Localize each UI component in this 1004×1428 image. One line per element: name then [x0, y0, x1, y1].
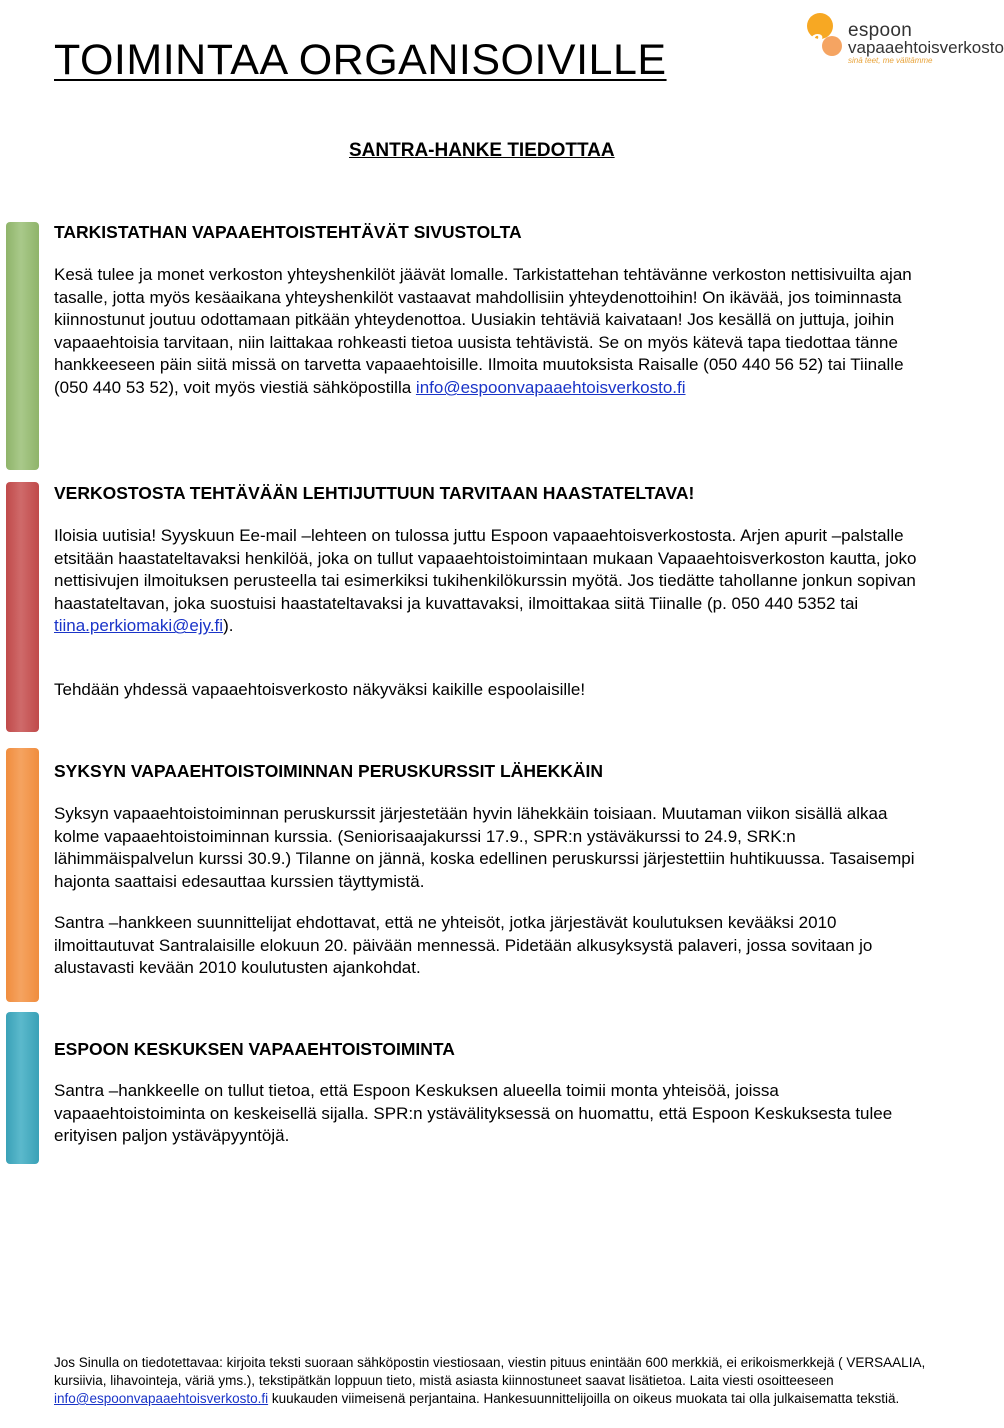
- footer-text: kuukauden viimeisenä perjantaina. Hankesuunnittelijoilla on oikeus muokata tai olla julkaisematta tekstiä.: [268, 1391, 900, 1406]
- section-paragraph: Syksyn vapaaehtoistoiminnan peruskurssit järjestetään hyvin lähekkäin toisiaan. Muutaman viikon sisällä alkaa kolme vapaaehtoistoiminnan kurssia. (Seniorisaajakurssi 17.9., SPR:n ystäväkurssi to 24.9, SRK:n lähimmäispalvelun kurssi 30.9.) Tilanne on jännä, koska edellinen peruskurssi järjestettiin huhtikuussa. Tasaisempi hajonta saattaisi edesauttaa kurssien täyttymistä.: [54, 804, 915, 891]
- section-paragraph: Santra –hankkeelle on tullut tietoa, että Espoon Keskuksen alueella toimii monta yhteisöä, joissa vapaaehtoistoiminta on keskeisellä sijalla. SPR:n ystävälityksessä on huomattu, että Espoon Keskuksesta tulee erityisen paljon ystäväpyyntöjä.: [54, 1081, 893, 1146]
- section-paragraph: Santra –hankkeen suunnittelijat ehdottavat, että ne yhteisöt, jotka järjestävät koulutuksen kevääksi 2010 ilmoittautuvat Santralaisille elokuun 20. päivään mennessä. Pidetään alkusyksystä palaveri, jossa sovitaan jo alustavasti kevään 2010 koulutusten ajankohdat.: [54, 913, 873, 978]
- section-color-bar-green: [6, 222, 39, 470]
- section-title: ESPOON KESKUKSEN VAPAAEHTOISTOIMINTA: [54, 1039, 455, 1059]
- section-title: VERKOSTOSTA TEHTÄVÄÄN LEHTIJUTTUUN TARVITAAN HAASTATELTAVA!: [54, 483, 695, 503]
- footer-text: Jos Sinulla on tiedotettavaa: kirjoita teksti suoraan sähköpostin viestiosaan, viestin pituus enintään 600 merkkiä, ei erikoismerkkejä ( VERSAALIA, kursiivia, lihavointeja, väriä yms.), tekstipätkän loppuun tieto, mistä asiasta kiinnostuneet saavat lisätietoa. Laita viesti osoitteeseen: [54, 1355, 926, 1388]
- section-color-bar-orange: [6, 748, 39, 1002]
- logo-subname: vapaaehtoisverkosto: [848, 38, 1004, 57]
- section-color-bar-red: [6, 482, 39, 732]
- email-link[interactable]: info@espoonvapaaehtoisverkosto.fi: [415, 377, 686, 397]
- section-paragraph: [54, 264, 934, 400]
- paragraph-text: ).: [223, 616, 234, 636]
- logo-tagline: sinä teet, me välitämme: [848, 56, 933, 65]
- svg-text:e: e: [808, 21, 824, 58]
- section-paragraph: [54, 525, 934, 638]
- paragraph-text: Iloisia uutisia! Syyskuun Ee-mail –lehteen on tulossa juttu Espoon vapaaehtoisverkostosta. Arjen apurit –palstalle etsitään haastateltavaksi henkilöä, joka on tullut vapaaehtoistoimintaan mukaan Vapaaehtoisverkoston kautta, joko nettisivujen ilmoituksen perusteella tai esimerkiksi tukihenkilökurssin myötä. Jos tiedätte tahollanne jonkun sopivan haastateltavan, joka suostuisi haastateltavaksi ja kuvattavaksi, ilmoittakaa siitä Tiinalle (p. 050 440 5352 tai: [54, 526, 917, 613]
- newsletter-subheading: SANTRA-HANKE TIEDOTTAA: [349, 140, 615, 161]
- section-title: SYKSYN VAPAAEHTOISTOIMINNAN PERUSKURSSIT LÄHEKKÄIN: [54, 761, 604, 781]
- section-paragraph: Tehdään yhdessä vapaaehtoisverkosto näkyväksi kaikille espoolaisille!: [54, 680, 586, 699]
- footer-note: [54, 1354, 934, 1408]
- page-title: TOIMINTAA ORGANISOIVILLE: [54, 36, 667, 84]
- logo-name: espoon: [848, 20, 913, 41]
- section-title: TARKISTATHAN VAPAAEHTOISTEHTÄVÄT SIVUSTOLTA: [54, 222, 522, 242]
- section-color-bar-teal: [6, 1012, 39, 1164]
- footer-email-link[interactable]: info@espoonvapaaehtoisverkosto.fi: [54, 1391, 269, 1406]
- paragraph-text: Kesä tulee ja monet verkoston yhteyshenkilöt jäävät lomalle. Tarkistattehan tehtävänne verkoston nettisivuilta ajan tasalle, jotta myös kesäaikana yhteyshenkilöt vastaavat mahdollisiin yhteydenottoihin! On ikävää, jos toiminnasta kiinnostunut joutuu odottamaan pitkään yhteydenottoa. Uusiakin tehtäviä kaivataan! Jos kesällä on juttuja, joihin vapaaehtoisia tarvitaan, niin laittakaa rohkeasti tietoa uusista tehtävistä. Se on myös kätevä tapa tiedottaa tänne hankkeeseen päin siitä missä on tarvetta vapaaehtoisille. Ilmoita muutoksista Raisalle (050 440 56 52) tai Tiinalle (050 440 53 52), voit myös viestiä sähköpostilla: [54, 265, 912, 397]
- email-link[interactable]: tiina.perkiomaki@ejy.fi: [54, 616, 224, 636]
